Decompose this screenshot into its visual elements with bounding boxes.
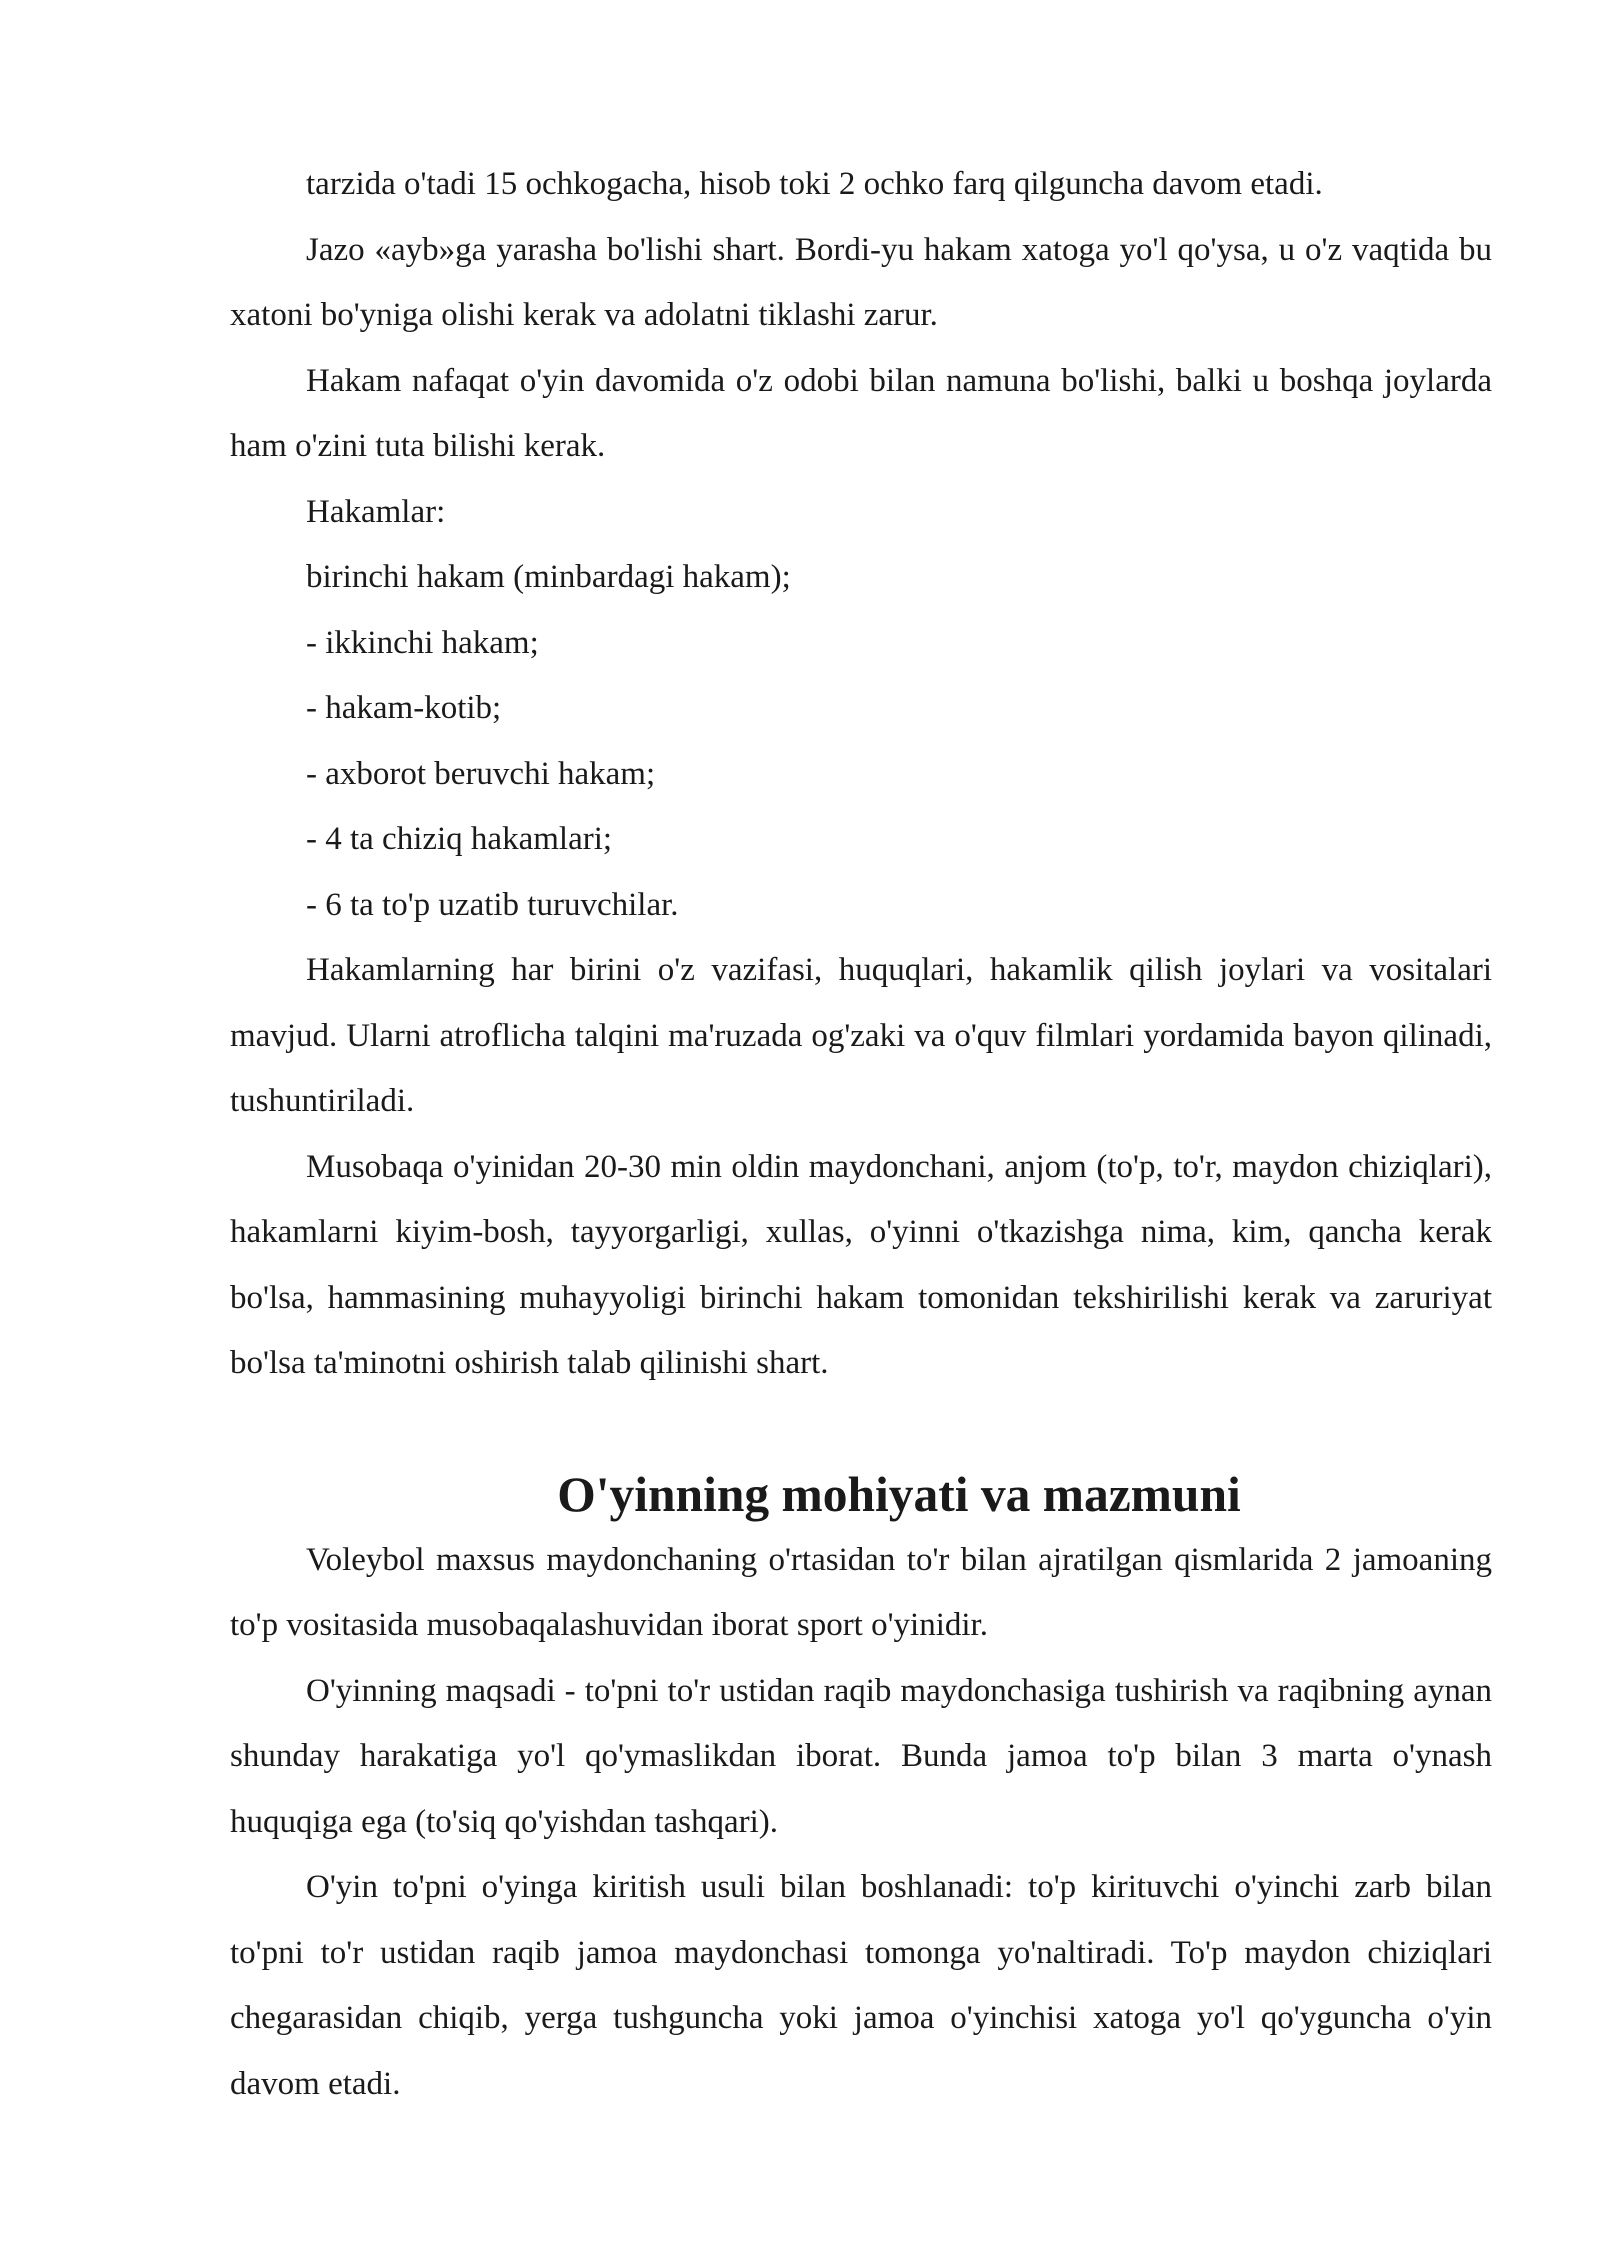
- referees-list: [230, 545, 1492, 938]
- section-spacer: [230, 1397, 1492, 1463]
- paragraph-penalty: Jazo «ayb»ga yarasha bo'lishi shart. Bordi-yu hakam xatoga yo'l qo'ysa, u o'z vaqtida bu xatoni bo'yniga olishi kerak va adolatni tiklashi zarur.: [230, 231, 1492, 333]
- paragraph-pre-match-check: Musobaqa o'yinidan 20-30 min oldin maydonchani, anjom (to'p, to'r, maydon chiziqlari), hakamlarni kiyim-bosh, tayyorgarligi, xullas, o'yinni o'tkazishga nima, kim, qancha kerak bo'lsa, hammasining muhayyoligi birinchi hakam tomonidan tekshirilishi kerak va zaruriyat bo'lsa ta'minotni oshirish talab qilinishi shart.: [230, 1148, 1492, 1381]
- section-title: O'yinning mohiyati va mazmuni: [557, 1467, 1241, 1522]
- paragraph-game-start: O'yin to'pni o'yinga kiritish usuli bilan boshlanadi: to'p kirituvchi o'yinchi zarb bilan to'pni to'r ustidan raqib jamoa maydonchasi tomonga yo'naltiradi. To'p maydon chiziqlari chegarasidan chiqib, yerga tushguncha yoki jamoa o'yinchisi xatoga yo'l qo'yguncha o'yin davom etadi.: [230, 1869, 1492, 2102]
- list-item: - ikkinchi hakam;: [306, 624, 539, 661]
- document-body: [230, 152, 1492, 2117]
- paragraph-game-objective: O'yinning maqsadi - to'pni to'r ustidan raqib maydonchasiga tushirish va raqibning aynan shunday harakatiga yo'l qo'ymaslikdan iborat. Bunda jamoa to'p bilan 3 marta o'ynash huquqiga ega (to'siq qo'yishdan tashqari).: [230, 1672, 1492, 1840]
- paragraph-continuation: tarzida o'tadi 15 ochkogacha, hisob toki 2 ochko farq qilguncha davom etadi.: [306, 166, 1323, 202]
- paragraph-referee-conduct: Hakam nafaqat o'yin davomida o'z odobi bilan namuna bo'lishi, balki u boshqa joylarda ham o'zini tuta bilishi kerak.: [230, 362, 1492, 464]
- referees-heading: Hakamlar:: [306, 493, 446, 530]
- list-item: - hakam-kotib;: [306, 690, 502, 726]
- list-item: - 4 ta chiziq hakamlari;: [306, 821, 613, 857]
- list-item: - axborot beruvchi hakam;: [306, 755, 656, 792]
- paragraph-referee-duties: Hakamlarning har birini o'z vazifasi, huquqlari, hakamlik qilish joylari va vositalari mavjud. Ularni atroflicha talqini ma'ruzada og'zaki va o'quv filmlari yordamida bayon qilinadi, tushuntiriladi.: [230, 952, 1492, 1119]
- list-item: birinchi hakam (minbardagi hakam);: [306, 559, 791, 595]
- paragraph-volleyball-definition: Voleybol maxsus maydonchaning o'rtasidan to'r bilan ajratilgan qismlarida 2 jamoaning to'p vositasida musobaqalashuvidan iborat sport o'yinidir.: [230, 1541, 1492, 1643]
- list-item: - 6 ta to'p uzatib turuvchilar.: [306, 886, 679, 923]
